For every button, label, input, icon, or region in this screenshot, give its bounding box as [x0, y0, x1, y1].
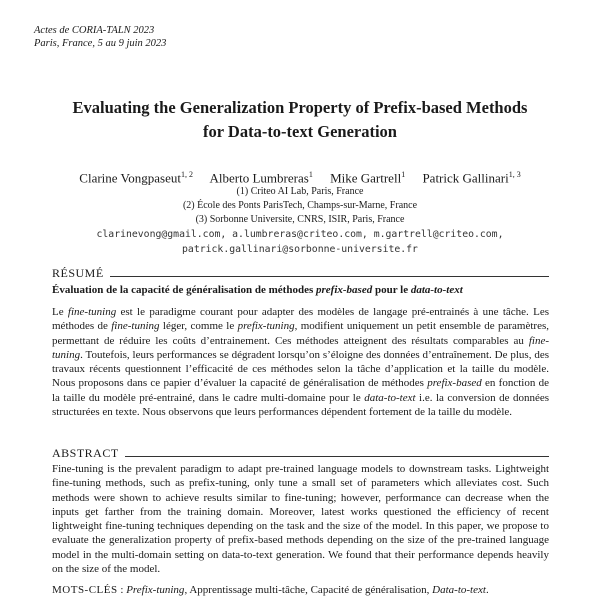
title-line-1: Evaluating the Generalization Property of Prefix-based Methods: [72, 98, 528, 117]
author-affiliation-mark: 1, 3: [508, 170, 521, 179]
resume-body: Le fine-tuning est le paradigme courant pour adapter des modèles de langage pré-entrainés à une tâche. Les méthodes de fine-tuning léger, comme le prefix-tuning, modifient uniquement un petit ensemble de paramètres, permettant de réduire les coûts d’entrainement. Ces méthodes atteignent des résultats comparables au fine-tuning. Toutefois, leurs performances se dégradent lorsqu’on s’éloigne des données d’entraînement. De plus, des travaux récents questionnent l’efficacité de ces méthodes selon la tâche d’application et la taille du modèle. Nous proposons dans ce papier d’évaluer la capacité de généralisation de méthodes prefix-based en fonction de la taille du modèle pré-entrainé, dans le cadre multi-domaine pour le data-to-text i.e. la conversion de données structurées en texte. Nous observons que leurs performances dépendent fortement de la taille du modèle.: [52, 306, 549, 419]
affiliation: (2) École des Ponts ParisTech, Champs-sur-Marne, France: [182, 200, 418, 211]
author-affiliation-mark: 1, 2: [180, 170, 193, 179]
section-rule: [110, 276, 549, 277]
author-name: Alberto Lumbreras: [209, 170, 309, 186]
section-rule: [125, 456, 549, 457]
resume-heading: [52, 266, 549, 281]
author-name: Patrick Gallinari: [422, 170, 509, 186]
venue-line-1: Actes de CORIA-TALN 2023: [34, 25, 155, 36]
author-affiliation-mark: 1: [308, 170, 313, 179]
affiliation: (1) Criteo AI Lab, Paris, France: [236, 186, 364, 197]
author-affiliation-mark: 1: [401, 170, 406, 179]
abstract-heading-label: ABSTRACT: [52, 446, 119, 460]
keywords: MOTS-CLÉS : Prefix-tuning, Apprentissage multi-tâche, Capacité de généralisation, Data-to-text.: [52, 584, 489, 596]
venue-header: [34, 24, 166, 50]
venue-line-2: Paris, France, 5 au 9 juin 2023: [34, 38, 167, 49]
abstract-heading: [52, 446, 549, 461]
author-name: Clarine Vongpaseut: [79, 170, 181, 186]
title-line-2: for Data-to-text Generation: [203, 122, 397, 141]
keywords-label: MOTS-CLÉS: [52, 584, 118, 596]
author-list: [0, 170, 600, 186]
resume-heading-label: RÉSUMÉ: [52, 266, 104, 280]
author-emails: [0, 227, 600, 257]
french-title: Évaluation de la capacité de généralisation de méthodes prefix-based pour le data-to-text: [52, 284, 463, 296]
paper-title: [0, 96, 600, 144]
email-line-1: clarinevong@gmail.com, a.lumbreras@criteo.com, m.gartrell@criteo.com,: [96, 229, 504, 240]
author-name: Mike Gartrell: [330, 170, 402, 186]
email-line-2: patrick.gallinari@sorbonne-universite.fr: [182, 244, 418, 255]
affiliation: (3) Sorbonne Universite, CNRS, ISIR, Paris, France: [195, 214, 405, 225]
abstract-body: Fine-tuning is the prevalent paradigm to adapt pre-trained language models to downstream tasks. Lightweight fine-tuning methods, such as prefix-tuning, only tune a small set of parameters which alleviates cost. Such methods were shown to achieve results similar to fine-tuning; however, performance can decrease when the inputs get farther from the training domain. Moreover, latest works questioned the efficiency of recent lightweight fine-tuning techniques depending on the task and the size of the model. In this paper, we propose to evaluate the generalization property of prefix-based methods depending on the size of the pre-trained language model in the multi-domain setting on data-to-text generation. We found that their performance depends heavily on the size of the model.: [52, 463, 549, 576]
